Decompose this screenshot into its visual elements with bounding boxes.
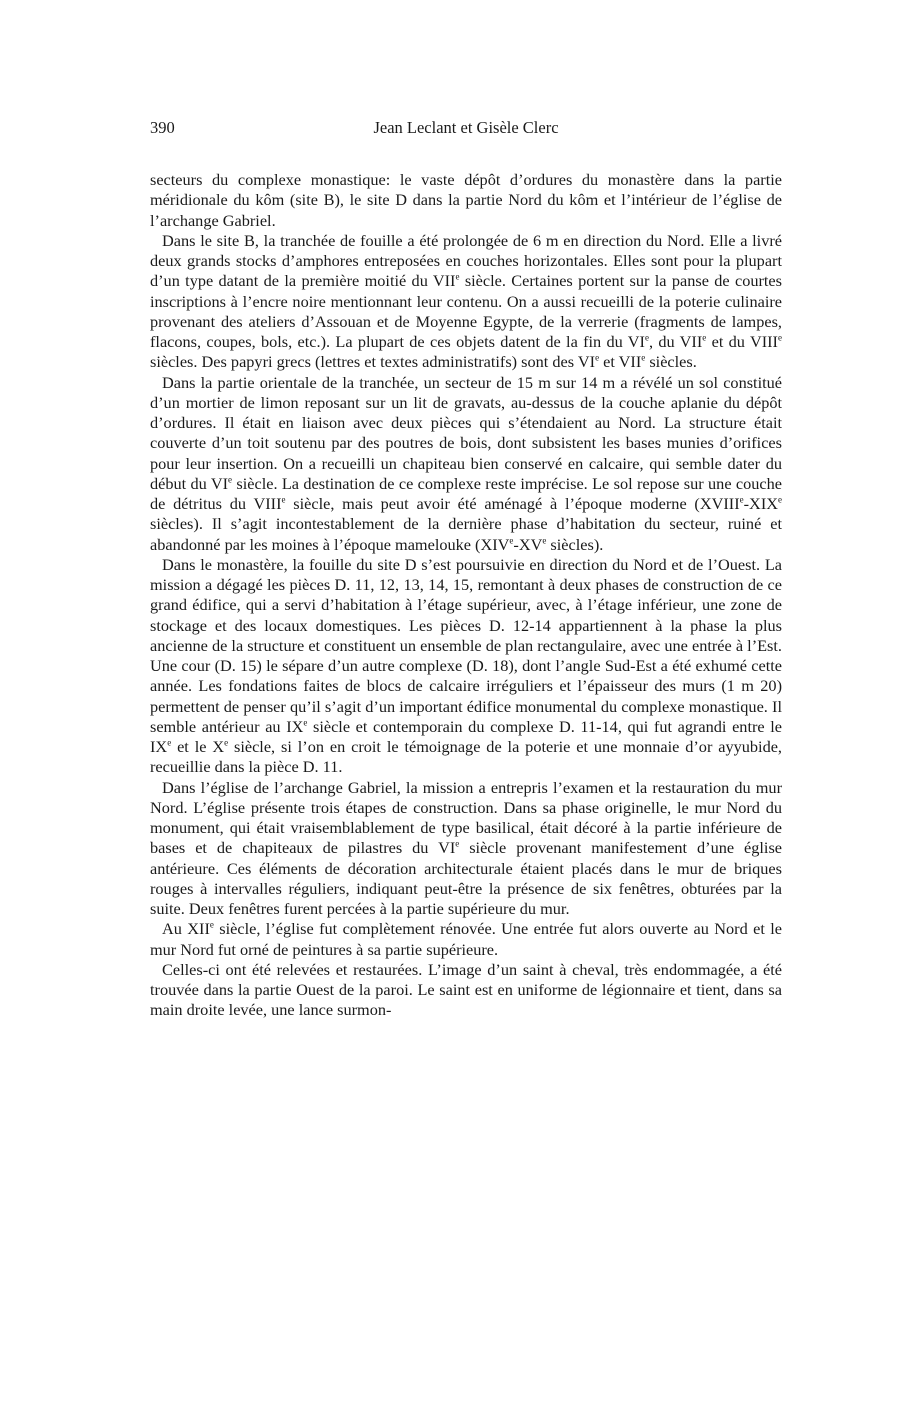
superscript: e [455, 838, 460, 849]
superscript: e [739, 494, 744, 505]
page-number: 390 [150, 118, 175, 137]
page [150, 118, 782, 1021]
superscript: e [167, 737, 172, 748]
superscript: e [228, 474, 233, 485]
superscript: e [777, 332, 782, 343]
superscript: e [455, 271, 460, 282]
running-head [150, 118, 782, 142]
running-title: Jean Leclant et Gisèle Clerc [373, 118, 559, 137]
superscript: e [303, 717, 308, 728]
superscript: e [778, 494, 782, 505]
paragraph: Celles-ci ont été relevées et restaurées. L’image d’un saint à cheval, très endommagée, a été trouvée dans la partie Ouest de la paroi. Le saint est en uniforme de légionnaire et tient, dans sa main droite levée, une lance surmon- [150, 959, 782, 1020]
superscript: e [209, 919, 214, 930]
superscript: e [224, 737, 229, 748]
superscript: e [702, 332, 707, 343]
body-text [150, 170, 782, 1021]
paragraph: Dans l’église de l’archange Gabriel, la mission a entrepris l’examen et la restauration du mur Nord. L’église présente trois étapes de construction. Dans sa phase originelle, le mur Nord du monument, qui était vraisemblablement de type basilical, était décoré à la partie inférieure de bases et de chapiteaux de pilastres du VIe siècle provenant manifestement d’une église antérieure. Ces éléments de décoration architecturale étaient placés dans le mur de briques rouges à intervalles réguliers, indiquant peut-être la présence de six fenêtres, obturées par la suite. Deux fenêtres furent percées à la partie supérieure du mur. [150, 777, 783, 918]
superscript: e [542, 535, 547, 546]
paragraph: Au XIIe siècle, l’église fut complètement rénovée. Une entrée fut alors ouverte au Nord et le mur Nord fut orné de peintures à sa partie supérieure. [150, 919, 782, 959]
paragraph: Dans le monastère, la fouille du site D s’est poursuivie en direction du Nord et de l’Ouest. La mission a dégagé les pièces D. 11, 12, 13, 14, 15, remontant à deux phases de construction de ce grand édifice, qui a servi d’habitation à l’étage supérieur, avec, à l’étage inférieur, une zone de stockage et des locaux domestiques. Les pièces D. 12-14 appartiennent à la phase la plus ancienne de la structure et constituent un ensemble de plan rectangulaire, avec une entrée à l’Est. Une cour (D. 15) le sépare d’un autre complexe (D. 18), dont l’angle Sud-Est a été exhumé cette année. Les fondations faites de blocs de calcaire irréguliers et l’épaisseur des murs (1 m 20) permettent de penser qu’il s’agit d’un important édifice monumental du complexe monastique. Il semble antérieur au IXe siècle et contemporain du complexe D. 11-14, qui fut agrandi entre le IXe et le Xe siècle, si l’on en croit le témoignage de la poterie et une monnaie d’or ayyubide, recueillie dans la pièce D. 11. [150, 554, 783, 777]
superscript: e [509, 535, 514, 546]
paragraph: Dans le site B, la tranchée de fouille a été prolongée de 6 m en direction du Nord. Elle a livré deux grands stocks d’amphores entreposées en couches horizontales. Elles sont pour la plupart d’un type datant de la première moitié du VIIe siècle. Certaines portent sur la panse de courtes inscriptions à l’encre noire mentionnant leur contenu. On a aussi recueilli de la poterie culinaire provenant des ateliers d’Assouan et de Moyenne Egypte, de la verrerie (fragments de lampes, flacons, coupes, bols, etc.). La plupart de ces objets datent de la fin du VIe, du VIIe et du VIIIe siècles. Des papyri grecs (lettres et textes administratifs) sont des VIe et VIIe siècles. [150, 230, 782, 372]
superscript: e [281, 494, 286, 505]
paragraph: Dans la partie orientale de la tranchée, un secteur de 15 m sur 14 m a révélé un sol constitué d’un mortier de limon reposant sur un lit de gravats, au-dessus de la couche aplanie du dépôt d’ordures. Il était en liaison avec deux pièces qui s’étendaient au Nord. La structure était couverte d’un toit soutenu par des poutres de bois, dont subsistent les bases munies d’orifices pour leur insertion. On a recueilli un chapiteau bien conservé en calcaire, qui semble dater du début du VIe siècle. La destination de ce complexe reste imprécise. Le sol repose sur une couche de détritus du VIIIe siècle, mais peut avoir été aménagé à l’époque moderne (XVIIIe-XIXe siècles). Il s’agit incontestablement de la dernière phase d’habitation du secteur, ruiné et abandonné par les moines à l’époque mamelouke (XIVe-XVe siècles). [150, 372, 782, 554]
superscript: e [595, 352, 600, 363]
superscript: e [644, 332, 649, 343]
paragraph: secteurs du complexe monastique: le vaste dépôt d’ordures du monastère dans la partie méridionale du kôm (site B), le site D dans la partie Nord du kôm et l’intérieur de l’église de l’archange Gabriel. [150, 170, 782, 230]
superscript: e [641, 352, 646, 363]
